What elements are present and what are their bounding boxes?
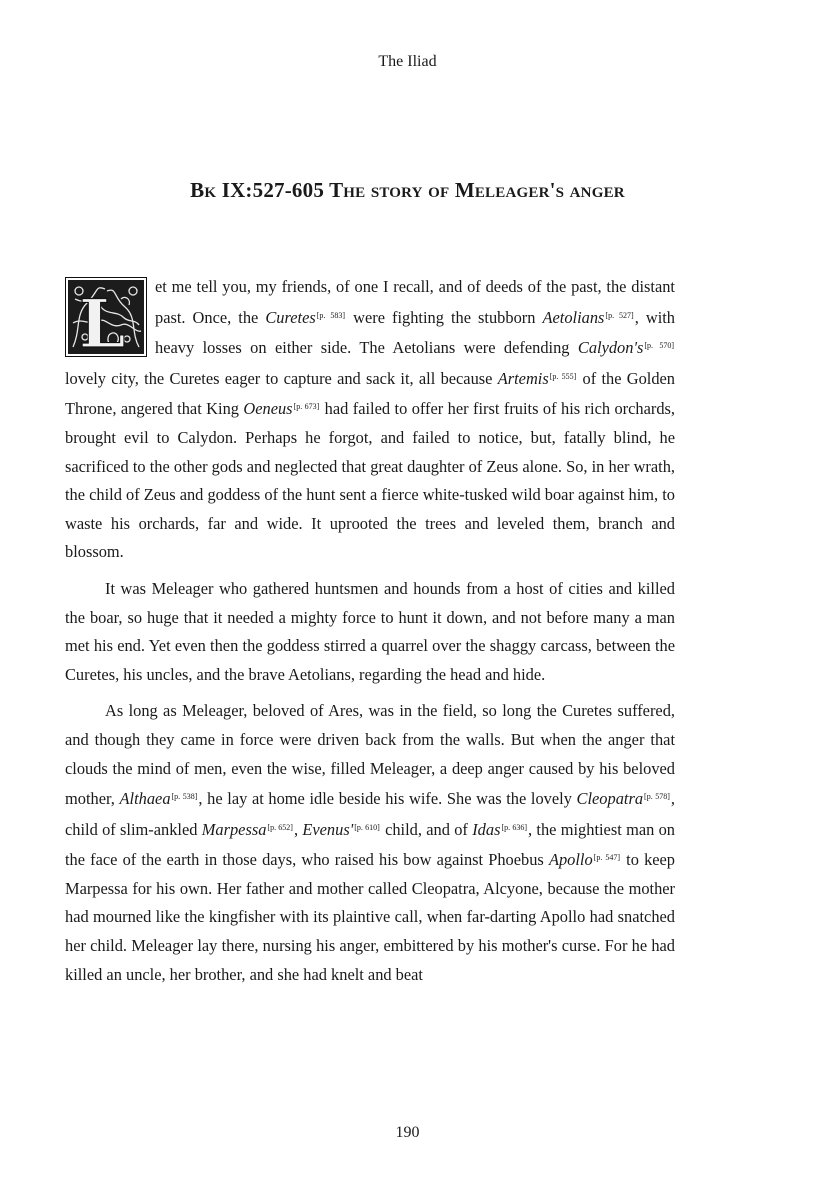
italic-name: Aetolians — [542, 307, 605, 327]
page-reference: [p. 527] — [605, 310, 634, 320]
running-head: The Iliad — [378, 53, 437, 70]
italic-name: Curetes — [265, 307, 316, 327]
page-number: 190 — [395, 1124, 420, 1141]
svg-text:L: L — [79, 285, 126, 357]
text-run: It was Meleager who gathered huntsmen and hounds from a host of cities and killed the boar, so huge that it needed a mighty force to hunt it down, and not before many a man met his end. Yet even then the goddess stirred a quarrel over the shaggy carcass, between the Curetes, his uncles, and the brave Aetolians, regarding the head and hide. — [65, 578, 675, 684]
text-run: were fighting the stubborn — [346, 307, 543, 327]
italic-name: Evenus' — [302, 819, 354, 839]
dropcap-letter-l-icon — [65, 277, 147, 357]
page-reference: [p. 636] — [501, 822, 527, 832]
page-reference: [p. 673] — [293, 402, 320, 412]
page-reference: [p. 583] — [316, 310, 346, 320]
text-run: et me tell you, my friends, of one I recall, and of deeds of the past, the distant past. Once, the — [155, 277, 675, 327]
italic-name: Marpessa — [201, 819, 267, 839]
paragraph-3 — [65, 697, 675, 989]
text-run: , — [293, 819, 303, 839]
chapter-title: Bk IX:527-605 The story of Meleager's anger — [190, 178, 625, 202]
page-reference: [p. 652] — [267, 822, 293, 832]
text-run: lovely city, the Curetes eager to capture and sack it, all because — [65, 368, 498, 388]
page-reference: [p. 555] — [549, 371, 577, 381]
text-run: , the mightiest man on the face of the earth in those days, who raised his bow against Phoebus — [65, 819, 675, 870]
italic-name: Calydon's — [577, 338, 644, 358]
italic-name: Artemis — [497, 368, 549, 388]
page-reference: [p. 570] — [644, 341, 675, 351]
text-run: , he lay at home idle beside his wife. She was the lovely — [198, 789, 577, 809]
page-reference: [p. 547] — [593, 853, 621, 863]
paragraph-2 — [65, 575, 675, 689]
text-run: to keep Marpessa for his own. Her father and mother called Cleopatra, Alcyone, because the mother had mourned like the kingfisher with its plaintive call, when far-darting Apollo had snatched her child. Meleager lay there, nursing his anger, embittered by his mother's curse. For he had killed an uncle, her brother, and she had knelt and beat — [65, 850, 676, 984]
text-run: , child of slim-ankled — [65, 789, 676, 839]
italic-name: Althaea — [119, 789, 171, 809]
text-run: had failed to offer her first fruits of his rich orchards, brought evil to Calydon. Perhaps he forgot, and failed to notice, but, fatally blind, he sacrificed to the other gods and neglected that great daughter of Zeus alone. So, in her wrath, the child of Zeus and goddess of the hunt sent a fierce white-tusked wild boar against him, to waste his orchards, far and wide. It uprooted the trees and leveled them, branch and blossom. — [65, 399, 675, 562]
paragraph-1 — [65, 273, 675, 567]
text-run: of the Golden Throne, angered that King — [65, 368, 675, 419]
italic-name: Idas — [472, 819, 501, 839]
page-reference: [p. 578] — [644, 792, 670, 802]
text-run: , with heavy losses on either side. The Aetolians were defending — [155, 307, 675, 358]
text-run: child, and of — [380, 819, 473, 839]
italic-name: Cleopatra — [576, 789, 644, 809]
text-run: As long as Meleager, beloved of Ares, was in the field, so long the Curetes suffered, and though they came in force were driven back from the walls. But when the anger that clouds the mind of men, even the wise, filled Meleager, a deep anger caused by his beloved mother, — [65, 701, 675, 809]
italic-name: Apollo — [548, 850, 593, 870]
body-text — [65, 273, 675, 997]
page-reference: [p. 538] — [171, 792, 198, 802]
italic-name: Oeneus — [243, 399, 293, 419]
page-reference: [p. 610] — [354, 822, 380, 832]
